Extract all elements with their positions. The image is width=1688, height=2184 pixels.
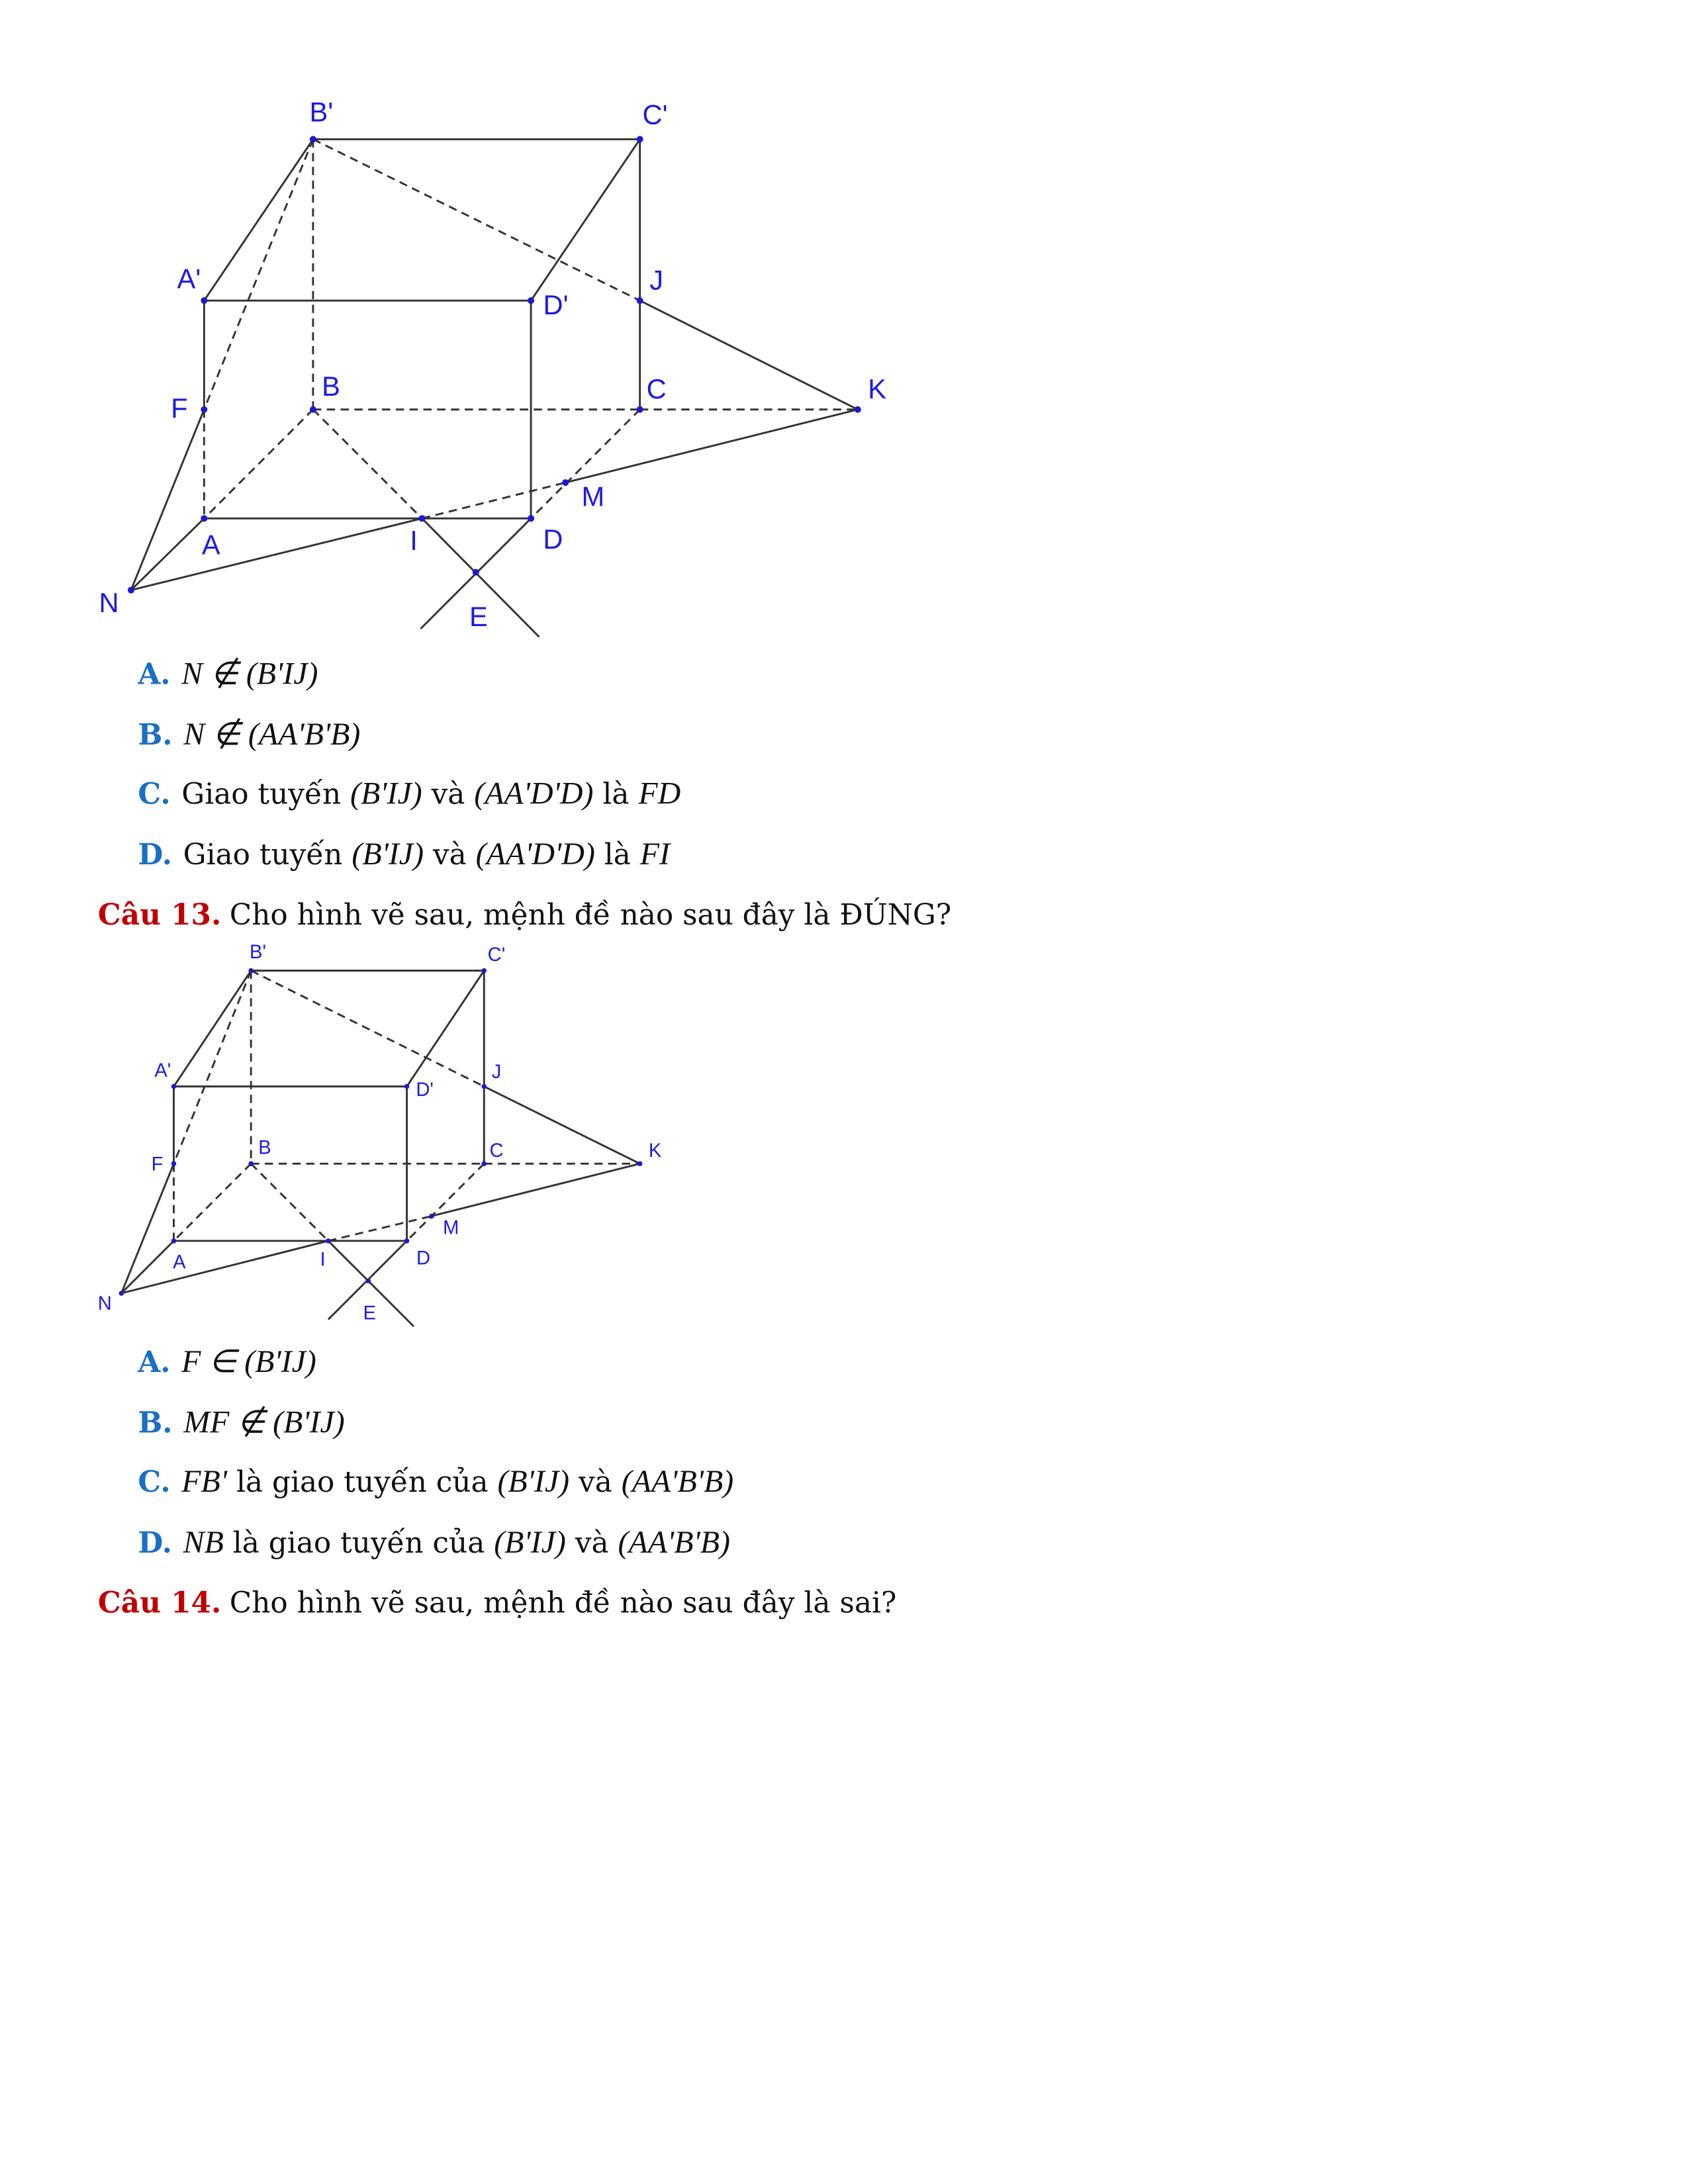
point-Bp bbox=[248, 968, 253, 973]
option-key: D. bbox=[138, 1525, 172, 1560]
question-number: Câu 13. bbox=[97, 897, 222, 932]
point-J bbox=[481, 1084, 486, 1089]
question-q14 bbox=[98, 1585, 896, 1619]
option-key: A. bbox=[138, 1344, 171, 1379]
math-expression: N ∉ (B'IJ) bbox=[181, 656, 318, 691]
option-text: Giao tuyến bbox=[181, 777, 351, 811]
option-text: và bbox=[422, 777, 475, 811]
point-label-Dp: D' bbox=[416, 1078, 434, 1101]
math-expression: (B'IJ) bbox=[352, 837, 424, 872]
point-label-F: F bbox=[171, 394, 188, 425]
point-E bbox=[473, 569, 479, 576]
point-label-F: F bbox=[151, 1152, 164, 1175]
answer-option[interactable] bbox=[138, 1344, 316, 1380]
option-text: và bbox=[424, 838, 476, 872]
segment-B-A bbox=[173, 1163, 251, 1241]
point-B bbox=[310, 406, 316, 413]
point-K bbox=[637, 1161, 642, 1166]
point-Bp bbox=[310, 136, 316, 142]
point-C bbox=[481, 1161, 486, 1166]
segment-Bp-F bbox=[173, 971, 251, 1164]
point-label-J: J bbox=[491, 1060, 502, 1083]
segment-J-K bbox=[484, 1087, 639, 1164]
segment-Bp-Ap bbox=[173, 971, 251, 1087]
segment-N-I bbox=[131, 518, 422, 590]
point-label-D: D bbox=[416, 1246, 431, 1269]
segment-J-K bbox=[640, 300, 858, 410]
point-label-Bp: B' bbox=[309, 97, 334, 128]
point-D bbox=[404, 1238, 409, 1243]
point-label-B: B bbox=[322, 372, 340, 403]
option-key: B. bbox=[138, 717, 173, 752]
option-key: C. bbox=[138, 1464, 171, 1499]
point-M bbox=[562, 479, 569, 486]
point-label-D: D bbox=[543, 525, 563, 556]
point-Ap bbox=[201, 297, 207, 304]
segment-I-M bbox=[422, 482, 565, 518]
answer-option[interactable] bbox=[138, 1405, 344, 1441]
segment-I-M bbox=[328, 1216, 432, 1240]
math-expression: FB' bbox=[181, 1464, 228, 1499]
option-text: và bbox=[569, 1465, 622, 1499]
math-expression: (B'IJ) bbox=[494, 1525, 566, 1560]
point-E bbox=[365, 1279, 370, 1283]
point-N bbox=[128, 587, 134, 594]
segment-N-F bbox=[131, 410, 204, 590]
answer-option[interactable] bbox=[138, 776, 680, 812]
segment-N-A bbox=[131, 518, 204, 590]
answer-option[interactable] bbox=[138, 717, 360, 752]
point-A bbox=[171, 1238, 176, 1243]
point-B bbox=[248, 1161, 253, 1166]
math-expression: (AA'D'D) bbox=[475, 837, 595, 872]
segment-B-I bbox=[251, 1163, 328, 1241]
point-label-J: J bbox=[649, 266, 664, 296]
point-F bbox=[171, 1161, 176, 1166]
option-key: D. bbox=[138, 837, 172, 872]
segment-B-A bbox=[204, 410, 313, 519]
option-text: và bbox=[565, 1526, 618, 1560]
point-label-Ap: A' bbox=[154, 1058, 171, 1081]
point-label-M: M bbox=[443, 1216, 459, 1238]
segment-Bp-J bbox=[251, 971, 484, 1087]
point-Ap bbox=[171, 1084, 176, 1089]
math-expression: (B'IJ) bbox=[350, 776, 422, 811]
figure-1 bbox=[128, 136, 861, 637]
point-label-Dp: D' bbox=[543, 291, 569, 322]
answer-option[interactable] bbox=[138, 657, 318, 692]
segment-K-M bbox=[565, 410, 858, 482]
point-label-Cp: C' bbox=[642, 101, 668, 131]
math-expression: NB bbox=[183, 1525, 224, 1560]
point-label-E: E bbox=[469, 602, 488, 633]
question-text: Cho hình vẽ sau, mệnh đề nào sau đây là ĐÚNG? bbox=[229, 898, 952, 932]
answer-option[interactable] bbox=[138, 1525, 730, 1561]
segment-N-A bbox=[121, 1241, 173, 1293]
point-Dp bbox=[404, 1084, 409, 1089]
answer-option[interactable] bbox=[138, 1464, 733, 1500]
math-expression: F ∈ (B'IJ) bbox=[181, 1344, 316, 1379]
point-label-Bp: B' bbox=[250, 940, 267, 963]
option-text: là giao tuyến của bbox=[223, 1526, 494, 1560]
option-text: Giao tuyến bbox=[183, 838, 352, 872]
math-expression: N ∉ (AA'B'B) bbox=[183, 717, 361, 752]
segment-N-F bbox=[121, 1163, 173, 1293]
point-label-N: N bbox=[97, 1292, 112, 1314]
point-label-I: I bbox=[410, 526, 418, 557]
point-label-C: C bbox=[646, 375, 667, 406]
point-F bbox=[201, 406, 207, 413]
point-label-K: K bbox=[648, 1138, 662, 1161]
option-text: là bbox=[594, 838, 640, 872]
option-text: là bbox=[593, 777, 639, 811]
point-label-I: I bbox=[320, 1248, 326, 1270]
math-expression: FD bbox=[638, 776, 681, 811]
point-label-Ap: A' bbox=[177, 264, 201, 295]
segment-Bp-F bbox=[204, 139, 313, 409]
option-key: C. bbox=[138, 776, 171, 811]
point-N bbox=[119, 1291, 124, 1295]
segment-Bp-J bbox=[313, 139, 640, 300]
point-label-C: C bbox=[489, 1138, 504, 1161]
point-label-Cp: C' bbox=[487, 942, 506, 966]
point-label-A: A bbox=[201, 531, 220, 561]
math-expression: FI bbox=[639, 837, 670, 872]
point-label-E: E bbox=[363, 1301, 377, 1324]
segment-K-M bbox=[432, 1163, 640, 1216]
point-label-K: K bbox=[868, 375, 886, 406]
segment-N-I bbox=[121, 1241, 328, 1293]
point-label-B: B bbox=[258, 1136, 271, 1158]
question-text: Cho hình vẽ sau, mệnh đề nào sau đây là sai? bbox=[229, 1586, 897, 1619]
point-J bbox=[637, 297, 643, 304]
segment-Bp-Ap bbox=[204, 139, 313, 300]
point-C bbox=[637, 406, 643, 413]
math-expression: (AA'B'B) bbox=[621, 1464, 734, 1499]
question-number: Câu 14. bbox=[97, 1584, 222, 1619]
point-label-N: N bbox=[99, 588, 119, 619]
point-K bbox=[855, 406, 861, 413]
option-key: B. bbox=[138, 1404, 173, 1439]
math-expression: MF ∉ (B'IJ) bbox=[183, 1404, 345, 1439]
point-I bbox=[326, 1238, 330, 1243]
figure-2 bbox=[119, 968, 643, 1326]
point-Cp bbox=[481, 968, 486, 973]
math-expression: (AA'D'D) bbox=[474, 776, 594, 811]
point-label-A: A bbox=[173, 1250, 186, 1273]
answer-option[interactable] bbox=[138, 837, 670, 873]
option-text: là giao tuyến của bbox=[227, 1465, 498, 1499]
math-expression: (AA'B'B) bbox=[618, 1525, 730, 1560]
point-D bbox=[528, 515, 534, 522]
point-I bbox=[418, 515, 425, 522]
segment-Cp-Dp bbox=[407, 971, 485, 1087]
point-label-M: M bbox=[581, 482, 605, 513]
question-q13 bbox=[98, 897, 951, 931]
point-Cp bbox=[637, 136, 643, 142]
math-expression: (B'IJ) bbox=[497, 1464, 570, 1499]
point-Dp bbox=[528, 297, 534, 304]
point-A bbox=[201, 515, 207, 522]
option-key: A. bbox=[138, 656, 171, 691]
segment-Cp-Dp bbox=[531, 139, 640, 300]
segment-B-I bbox=[313, 410, 422, 519]
point-M bbox=[429, 1214, 434, 1218]
